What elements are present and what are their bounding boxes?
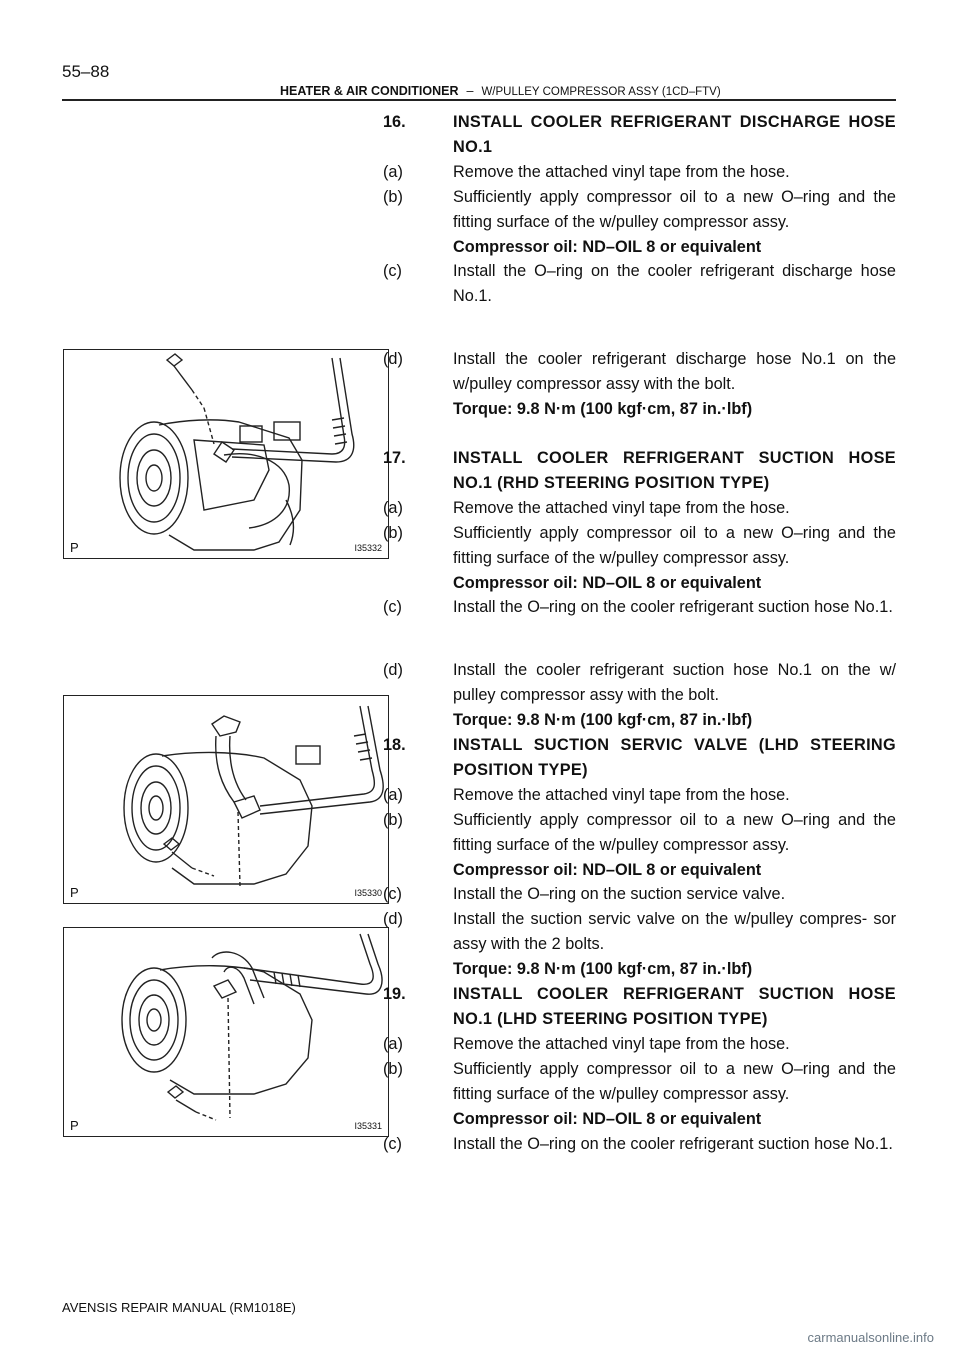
step-18-a [383,783,896,808]
subsection-title: W/PULLEY COMPRESSOR ASSY (1CD–FTV) [481,86,721,98]
substep-label: (c) [383,262,402,281]
step-18-torque-spec: Torque: 9.8 N·m (100 kgf·cm, 87 in.·lbf) [453,960,753,979]
substep-label: (a) [383,785,403,804]
procedure-content [383,110,896,1156]
figure-suction-hose-rhd [63,695,389,904]
substep-text: Install the O–ring on the suction service valve. [453,885,786,904]
header-title [280,84,721,98]
step-18-heading [383,733,896,783]
substep-text: Remove the attached vinyl tape from the hose. [453,1034,790,1053]
figure-id: I35332 [354,543,382,553]
step-18-b [383,808,896,858]
step-17-oil-spec: Compressor oil: ND–OIL 8 or equivalent [453,573,762,592]
substep-text: Sufficiently apply compressor oil to a new O–ring and the fitting surface of the w/pulley compressor assy. [453,810,896,854]
substep-label: (b) [383,187,403,206]
figure-discharge-hose [63,349,389,559]
substep-label: (c) [383,1134,402,1153]
step-17-a [383,496,896,521]
substep-text: Install the suction servic valve on the w/pulley compres- sor assy with the 2 bolts. [453,910,896,954]
step-title: INSTALL COOLER REFRIGERANT DISCHARGE HOSE NO.1 [453,113,896,156]
substep-text: Install the cooler refrigerant suction hose No.1 on the w/ pulley compressor assy with the bolt. [453,661,896,705]
figure-id: I35331 [354,1121,382,1131]
figure-suction-hose-lhd [63,927,389,1137]
header-separator: – [466,84,474,98]
substep-text: Sufficiently apply compressor oil to a new O–ring and the fitting surface of the w/pulley compressor assy. [453,1059,896,1103]
compressor-discharge-illustration [64,350,388,558]
substep-text: Remove the attached vinyl tape from the hose. [453,785,790,804]
step-17-torque-spec: Torque: 9.8 N·m (100 kgf·cm, 87 in.·lbf) [453,711,753,730]
step-17-d [383,658,896,708]
substep-label: (a) [383,498,403,517]
substep-label: (a) [383,162,403,181]
substep-label: (c) [383,598,402,617]
substep-label: (d) [383,661,403,680]
substep-label: (b) [383,810,403,829]
step-16-heading [383,110,896,160]
substep-text: Install the O–ring on the cooler refrigerant discharge hose No.1. [453,262,896,306]
substep-text: Sufficiently apply compressor oil to a new O–ring and the fitting surface of the w/pulley compressor assy. [453,187,896,231]
substep-label: (c) [383,885,402,904]
step-title: INSTALL SUCTION SERVIC VALVE (LHD STEERING POSITION TYPE) [453,736,896,779]
substep-text: Remove the attached vinyl tape from the hose. [453,162,790,181]
step-number: 19. [383,985,406,1004]
step-16-torque-spec: Torque: 9.8 N·m (100 kgf·cm, 87 in.·lbf) [453,400,753,419]
substep-label: (a) [383,1034,403,1053]
header-rule [62,99,896,101]
step-number: 16. [383,113,406,131]
substep-label: (d) [383,910,403,929]
footer-manual-title: AVENSIS REPAIR MANUAL (RM1018E) [62,1300,296,1315]
step-number: 17. [383,448,406,467]
figure-id: I35330 [354,888,382,898]
step-18-c [383,882,896,907]
substep-text: Install the O–ring on the cooler refrigerant suction hose No.1. [453,598,893,617]
figure-p-label: P [70,885,79,900]
step-19-heading [383,982,896,1032]
substep-text: Install the O–ring on the cooler refrigerant suction hose No.1. [453,1134,893,1153]
step-18-oil-spec: Compressor oil: ND–OIL 8 or equivalent [453,860,762,879]
substep-text: Sufficiently apply compressor oil to a new O–ring and the fitting surface of the w/pulley compressor assy. [453,523,896,567]
step-17-heading [383,446,896,496]
step-title: INSTALL COOLER REFRIGERANT SUCTION HOSE NO.1 (RHD STEERING POSITION TYPE) [453,448,896,492]
step-17-b [383,521,896,571]
section-title: HEATER & AIR CONDITIONER [280,84,459,98]
step-number: 18. [383,736,406,755]
step-16-b [383,185,896,235]
step-16-d [383,347,896,397]
step-19-oil-spec: Compressor oil: ND–OIL 8 or equivalent [453,1109,762,1128]
step-19-b [383,1057,896,1107]
watermark: carmanualsonline.info [807,1330,934,1345]
page-number: 55–88 [62,62,110,81]
substep-label: (d) [383,350,403,369]
figure-p-label: P [70,1118,79,1133]
step-19-a [383,1032,896,1057]
substep-text: Remove the attached vinyl tape from the hose. [453,498,790,517]
substep-text: Install the cooler refrigerant discharge hose No.1 on the w/pulley compressor assy with the bolt. [453,350,896,394]
step-18-d [383,907,896,957]
step-16-c [383,259,896,309]
step-title: INSTALL COOLER REFRIGERANT SUCTION HOSE NO.1 (LHD STEERING POSITION TYPE) [453,985,896,1028]
compressor-suction-lhd-illustration [64,928,388,1136]
step-17-c [383,595,896,620]
substep-label: (b) [383,523,403,542]
substep-label: (b) [383,1059,403,1078]
compressor-suction-rhd-illustration [64,696,388,903]
figure-p-label: P [70,540,79,555]
step-16-a [383,160,896,185]
step-16-oil-spec: Compressor oil: ND–OIL 8 or equivalent [453,237,762,256]
step-19-c [383,1132,896,1157]
